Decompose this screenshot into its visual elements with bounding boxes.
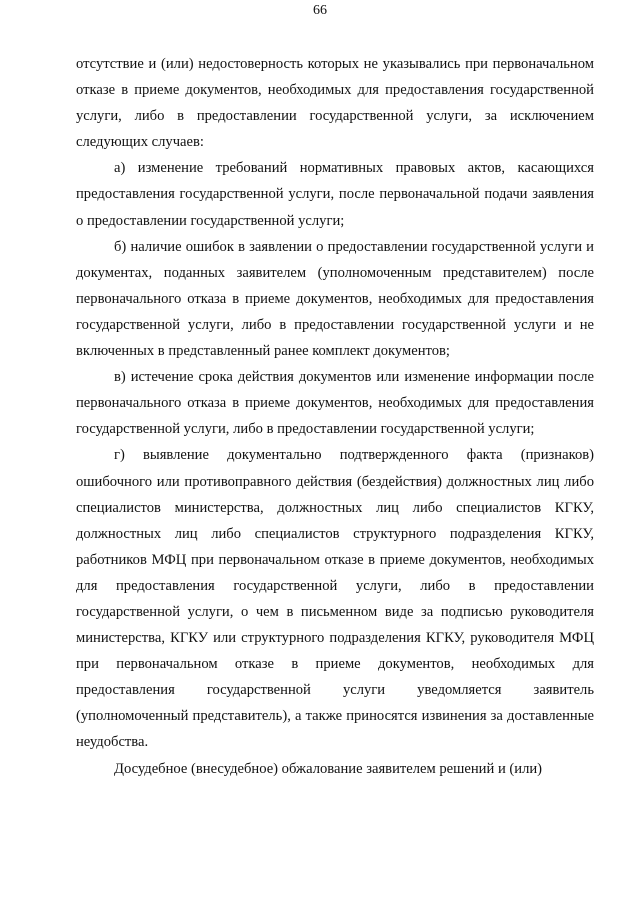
paragraph-appeal: Досудебное (внесудебное) обжалование заявителем решений и (или) <box>114 760 543 777</box>
paragraph-item-g: г) выявление документально подтвержденного факта (признаков) ошибочного или противоправного действия (бездействия) должностных лиц либо специалистов министерства, должностных лиц либо специалистов КГКУ, должностных лиц либо специалистов структурного подразделения КГКУ, работников МФЦ при первоначальном отказе в приеме документов, необходимых для предоставления государственной услуги, либо в предоставлении государственной услуги, о чем в письменном виде за подписью руководителя министерства, КГКУ или структурного подразделения КГКУ, руководителя МФЦ при первоначальном отказе в приеме документов, необходимых для предоставления государственной услуги уведомляется заявитель (уполномоченный представитель), а также приносятся извинения за доставленные неудобства. <box>76 447 594 751</box>
paragraph-item-v: в) истечение срока действия документов или изменение информации после первоначального отказа в приеме документов, необходимых для предоставления государственной услуги, либо в предоставлении государственной услуги; <box>76 369 594 438</box>
document-body <box>76 51 594 782</box>
paragraph-item-a: а) изменение требований нормативных правовых актов, касающихся предоставления государственной услуги, после первоначальной подачи заявления о предоставлении государственной услуги; <box>76 160 594 229</box>
page-number: 66 <box>313 3 327 18</box>
paragraph-continuation: отсутствие и (или) недостоверность которых не указывались при первоначальном отказе в приеме документов, необходимых для предоставления государственной услуги, либо в предоставлении государственной услуги, за исключением следующих случаев: <box>76 56 594 151</box>
paragraph-item-b: б) наличие ошибок в заявлении о предоставлении государственной услуги и документах, поданных заявителем (уполномоченным представителем) после первоначального отказа в приеме документов, необходимых для предоставления государственной услуги, либо в предоставлении государственной услуги и не включенных в представленный ранее комплект документов; <box>76 238 594 360</box>
